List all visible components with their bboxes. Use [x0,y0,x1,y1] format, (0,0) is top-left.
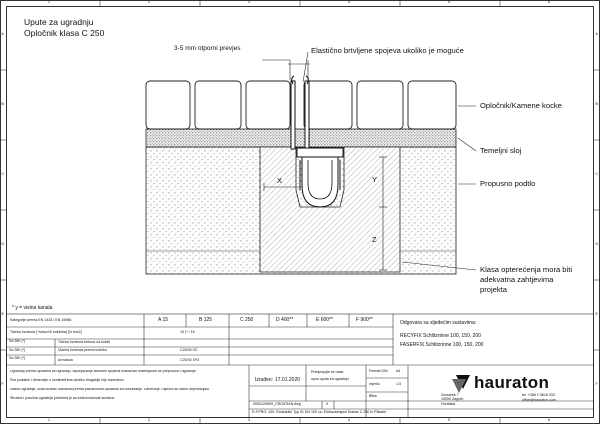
page-subtitle: Opločnik klasa C 250 [24,28,105,38]
frame-letter: F [1,382,4,386]
table-cell: Sa 28h (*) [9,339,26,343]
table-cell: C25/30 XC [180,348,198,352]
table-cell: Sa 28h (*) [9,348,26,352]
table-cell: Sa 28h (*) [9,356,26,360]
file-name: 0000120899_CROATIAN.dwg [253,402,301,406]
callout-gap: 3-5 mm otporni prevjes [174,45,241,52]
frame-number: 2 [148,0,150,4]
frame-number: 4 [348,418,350,422]
table-cell: Tlačna čvrstoća (*rubovi ili kolnička) [N mm2] [10,330,82,334]
callout-seal: Elastično brtvljene spojeva ukoliko je moguće [311,46,464,55]
note-line: Nakon ugradnje, svaki sustav održavati prema pravilnicima uputama za održavanje. Dimenzije i dijelovi su samo orijentacijski. [10,388,210,391]
address-line: 10000 Zagreb [441,397,464,401]
table-cell: Tlačna čvrstoća betona za kolnik [58,340,111,344]
format-value: A4 [396,369,401,373]
dimension-z: Z [372,235,377,244]
callout-load-class: adekvatna zahtjevima [480,275,554,284]
frame-letter: E [1,312,4,316]
footnote: * y = visina kanala [12,305,53,311]
frame-number: 6 [548,0,550,4]
description: Primjenjujte se naša [311,370,344,374]
frame-letter: B [595,102,598,106]
frame-letter: A [595,32,598,36]
table-cell: Armatura [58,358,73,362]
phone: tel. +385 1 5618 033 [522,393,555,397]
state-label: Blbw [369,394,377,398]
document-title: R.F.PRO: 100: Rödelzähl Typ 01 NH 100 vs: Einbaubeispiel Klasse C 250 in Pflaster [252,410,387,414]
frame-number: 1 [48,0,50,4]
frame-number: 5 [448,418,450,422]
note-line: Stručna i pravilna ugradnja potrebna je za funkcionalnost sustava. [10,396,115,400]
frame-number: 5 [448,0,450,4]
dimension-y: Y [372,175,378,184]
callout-load-class: Klasa opterećenja mora biti [480,265,573,274]
frame-number: 4 [348,0,350,4]
dimension-x: X [277,176,283,185]
address-line: Zumaček 7 [441,393,459,397]
table-row-label: Kategorije prema EN 1433 / EN 15986 [10,318,72,322]
page-title: Upute za ugradnju [24,17,94,27]
frame-number: 3 [248,0,250,4]
date-value: 17.01.2020 [275,377,301,383]
hauraton-logo-icon [452,375,470,393]
frame-letter: D [595,242,599,246]
frame-number: 3 [248,418,250,422]
address-line: Hrvatska [441,402,456,406]
table-cell: 15 (* / 16 [180,330,195,334]
callout-load-class: projekta [480,285,508,294]
frame-number: 1 [48,418,50,422]
callout-pavers: Opločnik/Kamene kocke [480,101,562,110]
email: office@hauraton.com [522,398,557,402]
base-layer [146,129,456,147]
frame-letter: E [595,312,598,316]
recommend-recyfix: RECYFIX Schlitzrinne 100, 150, 200 [400,333,481,339]
class-a15: A 15 [158,317,169,323]
frame-number: 2 [148,418,150,422]
class-c250: C 250 [240,317,254,323]
brand-logo: hauraton [474,373,550,392]
frame-letter: C [1,172,5,176]
frame-letter: D [1,242,5,246]
frame-number: 6 [548,418,550,422]
class-e600: E 600** [316,317,333,323]
class-d400: D 400** [276,317,294,323]
note-line: Sve podatke i dimenzije u centimetrima ukoliko drugačije nije navedeno. [10,378,125,382]
format-label: Format DIN [369,369,388,373]
scale-label: mjerilo [369,382,380,386]
frame-letter: F [595,382,598,386]
paver-stones [146,81,456,129]
recommend-faserfix: FASERFIX Schlitzrinne 100, 150, 200 [400,342,484,348]
class-f900: F 900** [356,317,373,323]
class-b125: B 125 [199,317,213,323]
description: opća uputa za ugradnju [311,377,349,381]
note-line: Ugradnja prema uputama za ugradnju. Ispunjavanje stisnutih spojeva elastičnim materijalom se preporuča i ugrađuje. [10,370,197,373]
date-label: Izrađen: [255,377,274,383]
recommend-title: Odgovara sa sljedećim sustavima: [400,320,477,326]
scale-value: 1:5 [396,382,401,386]
frame-letter: C [595,172,599,176]
callout-permeable: Propusno podtlo [480,179,536,188]
frame-letter: B [1,102,4,106]
frame-letter: A [1,32,4,36]
table-cell: Vlačna čvrstoća prema kolniku [58,348,107,352]
callout-base: Temeljni sloj [480,146,522,155]
page-number: 0 [326,402,328,406]
table-cell: C25/30 XF3 [180,358,200,362]
